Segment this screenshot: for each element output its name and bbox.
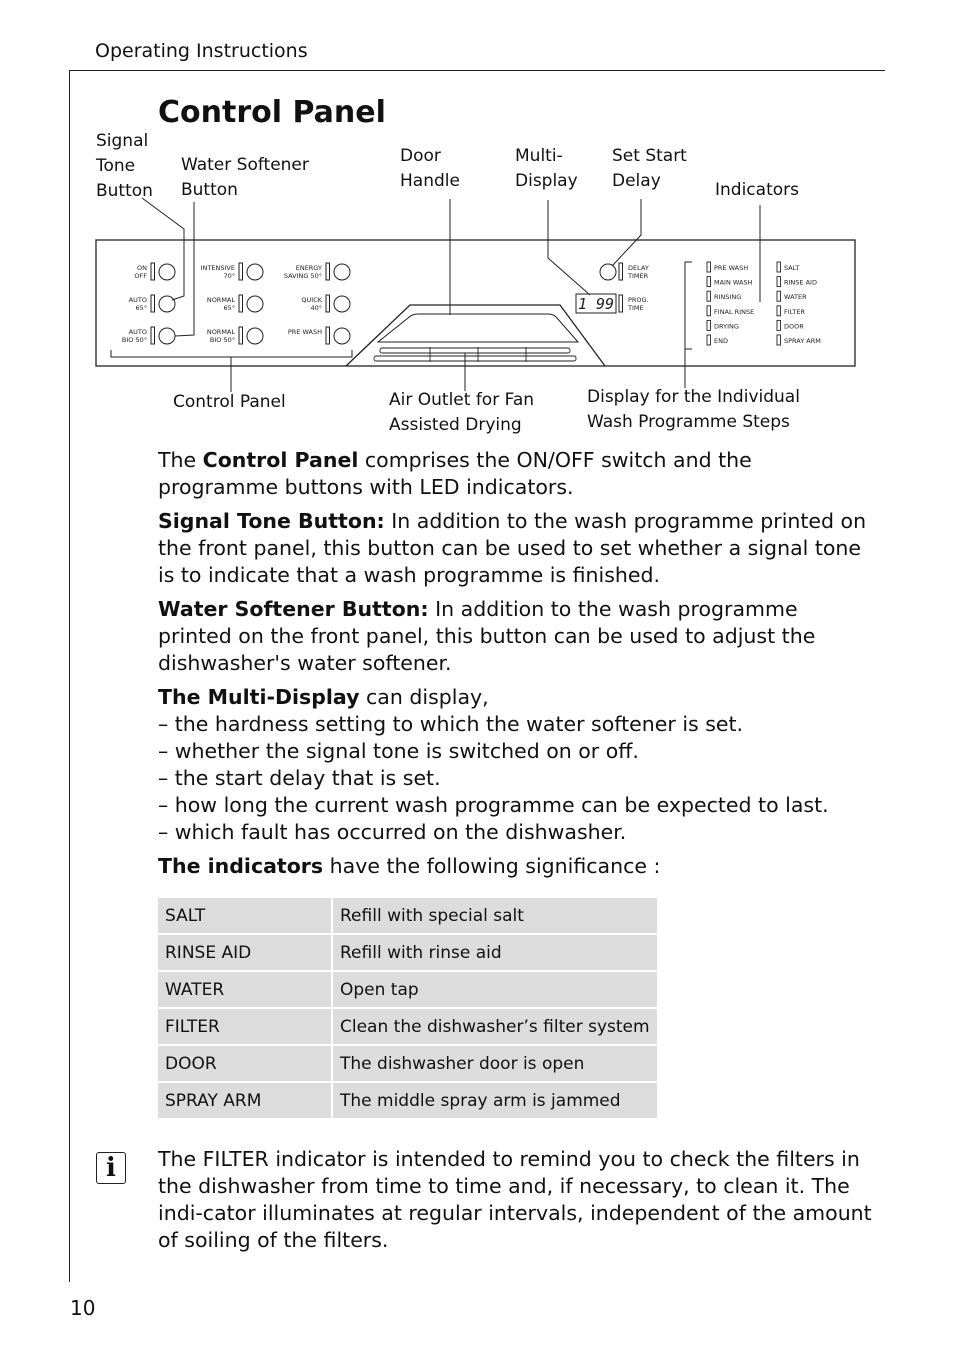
callout-set-start-delay: Set Start Delay — [612, 146, 687, 191]
led-auto-65 — [151, 295, 155, 312]
label-auto-65: AUTO 65° — [128, 296, 147, 312]
intensive-70-button — [247, 264, 263, 280]
led-quick-40 — [326, 295, 330, 312]
indicator-label: RINSE AID — [784, 278, 817, 287]
indicator-meaning: Clean the dishwasher’s filter system — [333, 1009, 657, 1044]
indicator-meaning: The middle spray arm is jammed — [333, 1083, 657, 1118]
indicator-name: SALT — [158, 898, 333, 933]
auto-bio-50-button — [159, 328, 175, 344]
led-auto-bio-50 — [151, 327, 155, 344]
indicator-led-5 — [777, 335, 781, 345]
pre-wash-button — [334, 328, 350, 344]
wash-step-label: END — [714, 337, 728, 345]
quick-40-button — [334, 296, 350, 312]
wash-step-label: PRE WASH — [714, 264, 749, 272]
led-prog-time — [619, 295, 623, 312]
indicator-label: SPRAY ARM — [784, 337, 821, 345]
list-item: – which fault has occurred on the dishwasher. — [158, 820, 627, 844]
door-handle-recess — [378, 314, 578, 342]
led-intensive-70 — [239, 263, 243, 280]
indicator-name: FILTER — [158, 1009, 333, 1044]
list-item: – the start delay that is set. — [158, 766, 441, 790]
indicator-led-3 — [777, 306, 781, 316]
on-off-button — [159, 264, 175, 280]
callout-water-softener-button: Water Softener Button — [181, 155, 309, 200]
led-normal-bio-50 — [239, 327, 243, 344]
auto-65-button — [159, 296, 175, 312]
button-group-left — [122, 264, 323, 344]
list-item: – whether the signal tone is switched on or off. — [158, 739, 639, 763]
led-on-off — [151, 263, 155, 280]
indicator-led-0 — [777, 262, 781, 272]
indicator-name: SPRAY ARM — [158, 1083, 333, 1118]
table-row — [158, 972, 657, 1007]
indicator-label: FILTER — [784, 307, 805, 316]
wash-step-led-3 — [707, 306, 711, 316]
steps-bracket — [685, 262, 692, 349]
label-on-off: ON OFF — [134, 264, 147, 280]
control-panel-bracket — [111, 350, 352, 357]
callout-multi-display: Multi- Display — [515, 146, 578, 191]
page-title: Control Panel — [158, 95, 386, 130]
callout-signal-tone-button: Signal Tone Button — [96, 131, 153, 201]
normal-bio-50-button — [247, 328, 263, 344]
indicator-meaning: Open tap — [333, 972, 657, 1007]
wash-step-label: FINAL RINSE — [714, 307, 755, 316]
multi-display-value: 1 99 — [577, 295, 615, 313]
table-row — [158, 898, 657, 933]
body-text — [158, 447, 868, 887]
led-delay-timer — [619, 263, 623, 280]
indicator-name: DOOR — [158, 1046, 333, 1081]
list-item: – how long the current wash programme can be expected to last. — [158, 793, 829, 817]
callout-door-handle: Door Handle — [400, 146, 460, 191]
control-panel-diagram — [0, 0, 954, 460]
leader-lines — [142, 198, 760, 392]
paragraph-multi-display: The Multi-Display can display, – the hardness setting to which the water softener is set. – whether the signal tone is switched on or off. – the start delay that is set. – how long the current wash programme can be expected to last. – which fault has occurred on the dishwasher. — [158, 684, 868, 846]
label-energy-saving-50: ENERGY SAVING 50° — [283, 264, 322, 280]
table-row — [158, 1009, 657, 1044]
indicator-label: DOOR — [784, 322, 804, 331]
wash-step-label: MAIN WASH — [714, 278, 753, 287]
wash-step-label: RINSING — [714, 293, 742, 302]
list-item: – the hardness setting to which the water softener is set. — [158, 712, 744, 736]
label-pre-wash: PRE WASH — [287, 328, 322, 336]
indicator-table — [158, 896, 657, 1120]
indicator-label: WATER — [784, 293, 807, 302]
filter-note: The FILTER indicator is intended to remind you to check the filters in the dishwasher from time to time and, if necessary, to clean it. The indi-cator illuminates at regular intervals, independent of the amount of soiling of the filters. — [158, 1147, 872, 1252]
callout-display-steps: Display for the Individual Wash Programme Steps — [587, 387, 800, 432]
leader-multi-display — [548, 200, 590, 295]
table-row — [158, 1083, 657, 1118]
air-outlet-vents — [374, 347, 576, 362]
indicator-meaning: Refill with special salt — [333, 898, 657, 933]
paragraph-signal-tone: Signal Tone Button: In addition to the wash programme printed on the front panel, this button can be used to set whether a signal tone is to indicate that a wash programme is finished. — [158, 509, 867, 587]
paragraph-control-panel: The Control Panel comprises the ON/OFF switch and the programme buttons with LED indicators. — [158, 448, 752, 499]
wash-step-led-1 — [707, 277, 711, 287]
label-prog-time: PROG. TIME — [628, 296, 649, 312]
label-normal-65: NORMAL 65° — [206, 296, 235, 312]
table-row — [158, 935, 657, 970]
wash-step-label: DRYING — [714, 322, 739, 331]
wash-step-led-2 — [707, 291, 711, 301]
indicator-list — [777, 262, 821, 345]
callout-control-panel: Control Panel — [173, 392, 286, 412]
label-normal-bio-50: NORMAL BIO 50° — [206, 328, 235, 344]
paragraph-indicators: The indicators have the following significance : — [158, 854, 661, 878]
indicator-led-4 — [777, 320, 781, 330]
led-pre-wash — [326, 327, 330, 344]
label-quick-40: QUICK 40° — [301, 296, 322, 312]
table-row — [158, 1046, 657, 1081]
delay-timer-button — [600, 264, 616, 280]
indicator-name: WATER — [158, 972, 333, 1007]
label-intensive-70: INTENSIVE 70° — [200, 264, 235, 280]
indicator-led-2 — [777, 291, 781, 301]
leader-signal-tone — [142, 198, 184, 300]
indicator-label: SALT — [784, 264, 800, 272]
normal-65-button — [247, 296, 263, 312]
indicator-meaning: The dishwasher door is open — [333, 1046, 657, 1081]
led-normal-65 — [239, 295, 243, 312]
energy-saving-50-button — [334, 264, 350, 280]
wash-step-led-0 — [707, 262, 711, 272]
wash-step-led-5 — [707, 335, 711, 345]
leader-set-start-delay — [612, 199, 641, 266]
page-number: 10 — [70, 1296, 96, 1320]
callout-indicators: Indicators — [715, 180, 799, 200]
indicator-name: RINSE AID — [158, 935, 333, 970]
info-icon: i — [96, 1152, 126, 1184]
paragraph-water-softener: Water Softener Button: In addition to the wash programme printed on the front panel, this button can be used to adjust the dishwasher's water softener. — [158, 597, 816, 675]
indicator-led-1 — [777, 277, 781, 287]
label-delay-timer: DELAY TIMER — [628, 264, 649, 280]
led-energy-saving-50 — [326, 263, 330, 280]
wash-step-led-4 — [707, 320, 711, 330]
label-auto-bio-50: AUTO BIO 50° — [121, 328, 147, 344]
section-header: Operating Instructions — [95, 40, 308, 62]
wash-step-list — [707, 262, 754, 345]
indicator-meaning: Refill with rinse aid — [333, 935, 657, 970]
callout-air-outlet: Air Outlet for Fan Assisted Drying — [389, 390, 535, 435]
